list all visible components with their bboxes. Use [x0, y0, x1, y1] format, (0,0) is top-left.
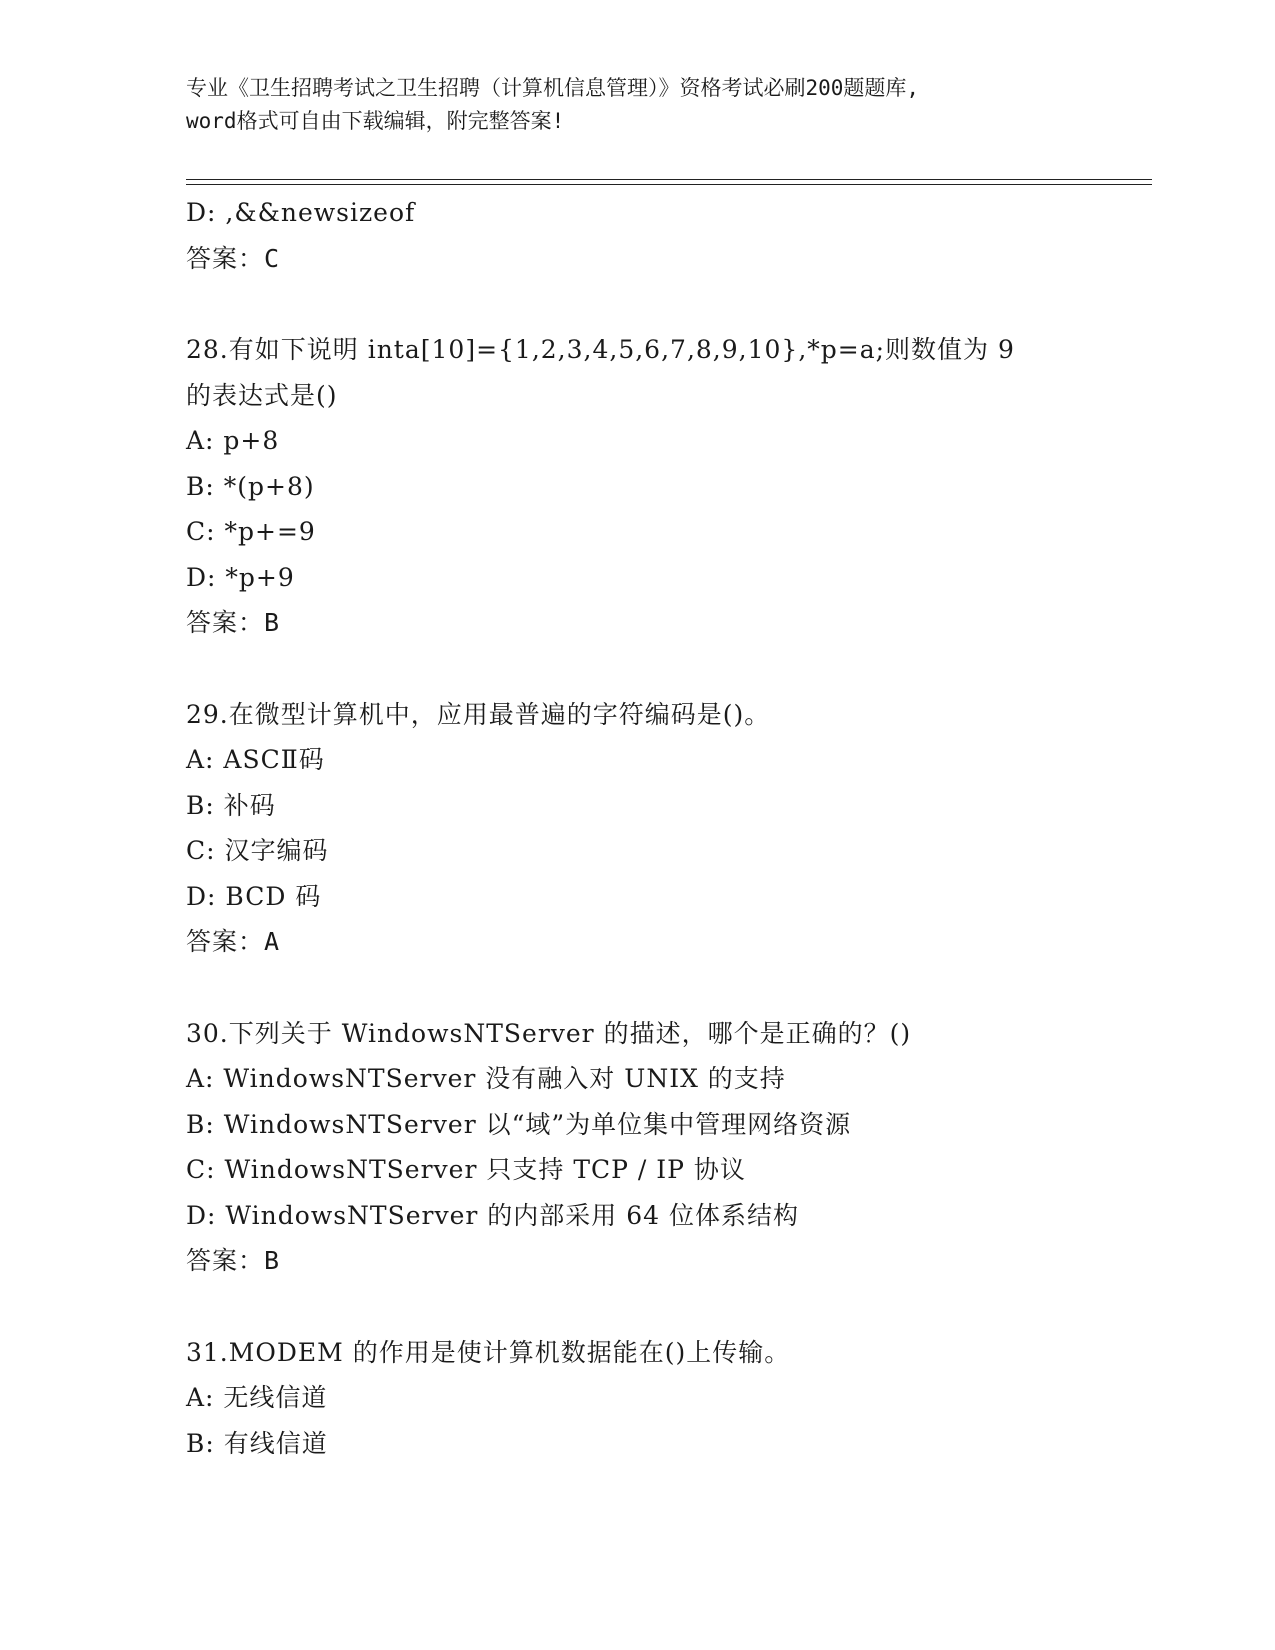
option-d: D: *p+9	[186, 562, 295, 592]
answer-line: 答案：C	[186, 243, 281, 273]
question-block-31	[186, 1330, 1106, 1467]
spacer	[186, 646, 1106, 692]
spacer	[186, 281, 1106, 327]
question-text-line-1: 28.有如下说明 inta[10]={1,2,3,4,5,6,7,8,9,10},*p=a;则数值为 9	[186, 335, 1015, 364]
option-b: B: *(p+8)	[186, 471, 315, 501]
question-text-line-1: 30.下列关于 WindowsNTServer 的描述，哪个是正确的？()	[186, 1018, 912, 1048]
option-a: A: p+8	[186, 426, 280, 455]
answer-line: 答案：A	[186, 927, 281, 956]
question-block-28	[186, 327, 1106, 646]
document-body	[186, 190, 1106, 1466]
option-c: C: WindowsNTServer 只支持 TCP / IP 协议	[186, 1155, 746, 1184]
question-block-27-tail	[186, 190, 1106, 281]
option-d: D: WindowsNTServer 的内部采用 64 位体系结构	[186, 1200, 799, 1230]
header-divider-bottom	[186, 184, 1152, 185]
option-b: B: 补码	[186, 790, 276, 820]
answer-line: 答案：B	[186, 1246, 281, 1275]
question-text-line-1: 31.MODEM 的作用是使计算机数据能在()上传输。	[186, 1337, 791, 1367]
question-block-29	[186, 692, 1106, 965]
option-b: B: WindowsNTServer 以“域”为单位集中管理网络资源	[186, 1109, 852, 1139]
option-a: A: ASCⅡ码	[186, 745, 325, 774]
option-d: D: ,&&newsizeof	[186, 198, 416, 227]
document-header	[186, 72, 1086, 138]
header-line-1: 专业《卫生招聘考试之卫生招聘（计算机信息管理）》资格考试必刷200题题库,	[186, 76, 920, 100]
answer-line: 答案：B	[186, 608, 281, 637]
option-a: A: 无线信道	[186, 1383, 328, 1412]
option-b: B: 有线信道	[186, 1428, 328, 1458]
spacer	[186, 965, 1106, 1011]
question-text-line-2: 的表达式是()	[186, 380, 338, 410]
question-text-line-1: 29.在微型计算机中，应用最普遍的字符编码是()。	[186, 699, 771, 729]
option-c: C: *p+=9	[186, 517, 316, 546]
spacer	[186, 1284, 1106, 1330]
option-d: D: BCD 码	[186, 881, 322, 911]
header-divider-top	[186, 179, 1152, 180]
question-block-30	[186, 1011, 1106, 1284]
option-a: A: WindowsNTServer 没有融入对 UNIX 的支持	[186, 1064, 786, 1093]
option-c: C: 汉字编码	[186, 836, 329, 865]
header-line-2: word格式可自由下载编辑，附完整答案!	[186, 109, 565, 133]
